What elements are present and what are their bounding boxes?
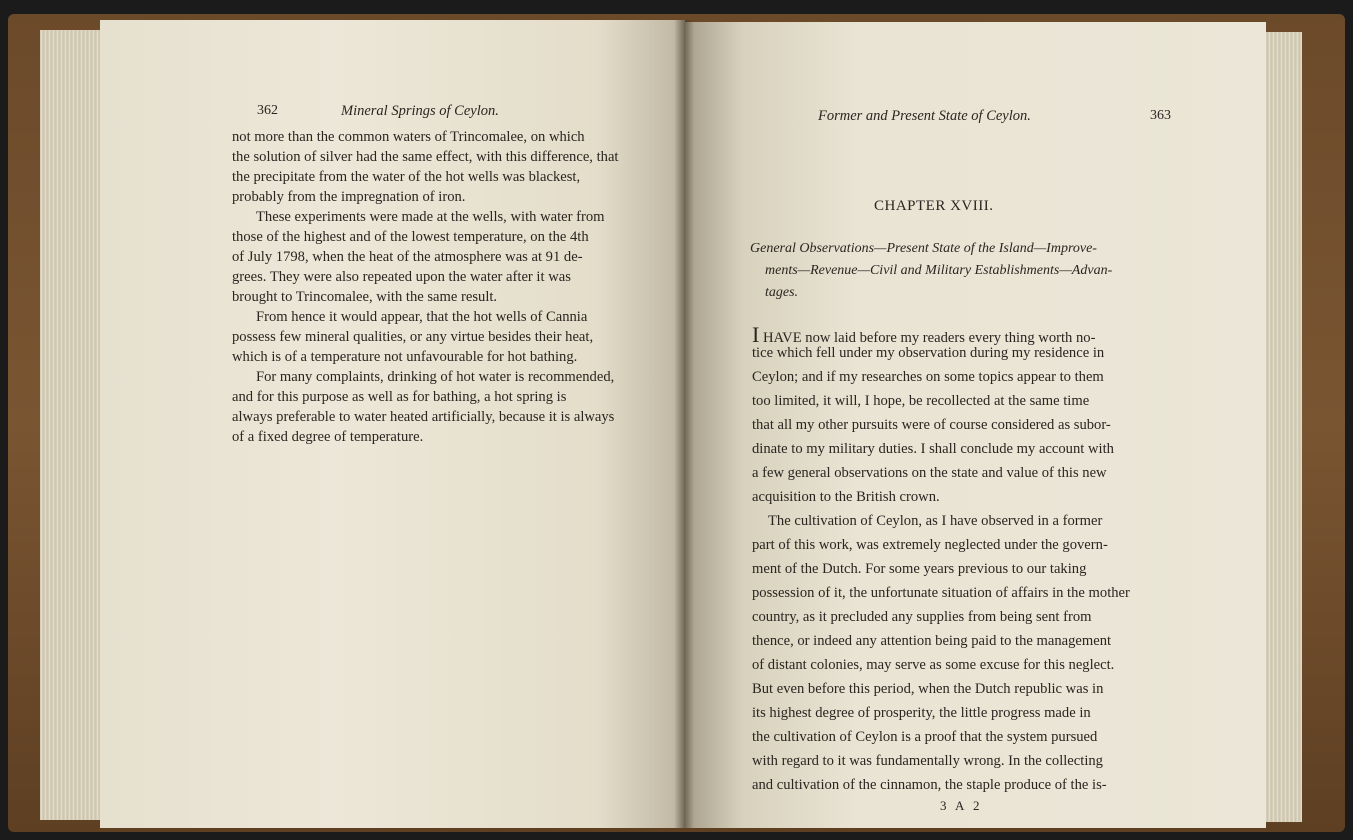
text-line: country, as it precluded any supplies from being sent from [752,609,1092,625]
text-line: and for this purpose as well as for bathing, a hot spring is [232,389,567,405]
text-line: of a fixed degree of temperature. [232,429,424,445]
text-line: that all my other pursuits were of course considered as subor- [752,417,1111,433]
text-line: of distant colonies, may serve as some excuse for this neglect. [752,657,1115,673]
text-line: too limited, it will, I hope, be recollected at the same time [752,393,1090,409]
text-line: acquisition to the British crown. [752,489,940,505]
text-line: not more than the common waters of Trincomalee, on which [232,129,585,145]
text-line: the cultivation of Ceylon is a proof that the system pursued [752,729,1098,745]
chapter-title: CHAPTER XVIII. [874,198,994,214]
text-line: the precipitate from the water of the hot wells was blackest, [232,169,581,185]
text-line: and cultivation of the cinnamon, the staple produce of the is- [752,777,1107,793]
text-line: possess few mineral qualities, or any virtue besides their heat, [232,329,594,345]
left-page-number: 362 [257,103,278,118]
first-line-text: HAVE now laid before my readers every thing worth no- [759,330,1096,346]
text-line: part of this work, was extremely neglected under the govern- [752,537,1108,553]
text-line: probably from the impregnation of iron. [232,189,466,205]
chapter-synopsis-line: General Observations—Present State of the Island—Improve- [750,241,1097,256]
right-running-header [818,108,1180,128]
right-page-number: 363 [1150,108,1171,123]
text-line: From hence it would appear, that the hot wells of Cannia [256,309,588,325]
right-running-head: Former and Present State of Ceylon. [818,108,1031,124]
left-running-header [257,103,612,123]
text-line: grees. They were also repeated upon the water after it was [232,269,571,285]
text-line: brought to Trincomalee, with the same result. [232,289,498,305]
text-line: tice which fell under my observation during my residence in [752,345,1105,361]
signature-mark: 3 A 2 [940,798,983,813]
text-line: its highest degree of prosperity, the little progress made in [752,705,1091,721]
book-gutter [674,20,694,828]
text-line: Ceylon; and if my researches on some topics appear to them [752,369,1104,385]
text-line: with regard to it was fundamentally wrong. In the collecting [752,753,1103,769]
text-line: a few general observations on the state and value of this new [752,465,1107,481]
text-line: possession of it, the unfortunate situation of affairs in the mother [752,585,1130,601]
left-running-head: Mineral Springs of Ceylon. [341,103,499,119]
text-line: But even before this period, when the Dutch republic was in [752,681,1104,697]
text-line: ment of the Dutch. For some years previous to our taking [752,561,1087,577]
page-edges-left [40,30,108,820]
text-line: dinate to my military duties. I shall conclude my account with [752,441,1114,457]
chapter-synopsis-line: tages. [765,285,799,300]
text-line: always preferable to water heated artificially, because it is always [232,409,615,425]
text-line: For many complaints, drinking of hot water is recommended, [256,369,615,385]
text-line: of July 1798, when the heat of the atmosphere was at 91 de- [232,249,583,265]
text-line: the solution of silver had the same effect, with this difference, that [232,149,619,165]
text-line: The cultivation of Ceylon, as I have observed in a former [768,513,1103,529]
text-line: These experiments were made at the wells, with water from [256,209,605,225]
chapter-synopsis-line: ments—Revenue—Civil and Military Establishments—Advan- [765,263,1113,278]
text-line: those of the highest and of the lowest temperature, on the 4th [232,229,589,245]
initial-letter: I [752,322,760,347]
text-line: thence, or indeed any attention being paid to the management [752,633,1112,649]
text-line: which is of a temperature not unfavourable for hot bathing. [232,349,578,365]
